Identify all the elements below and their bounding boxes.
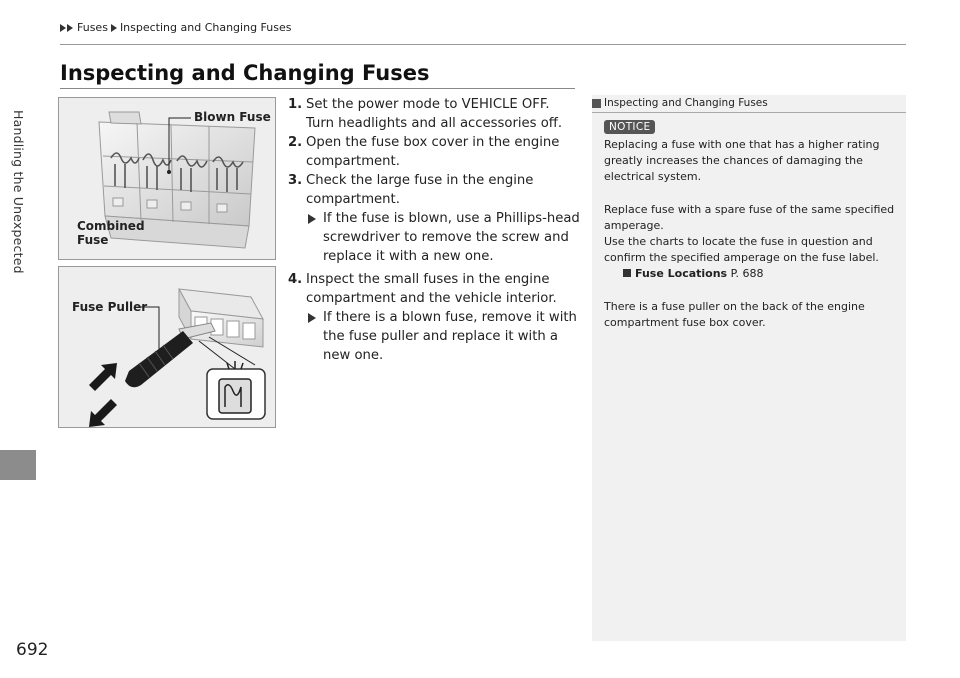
step-text: Open the fuse box cover in the engine compartment.	[306, 135, 560, 169]
side-tab	[3, 110, 37, 450]
step-number: 3.	[288, 173, 303, 188]
notes-body	[604, 137, 900, 331]
step-3	[288, 171, 580, 266]
notes-heading	[592, 97, 768, 109]
xref-title[interactable]: Fuse Locations	[635, 267, 728, 281]
procedure-steps	[288, 95, 580, 365]
step-number: 4.	[288, 272, 303, 287]
notes-heading-text: Inspecting and Changing Fuses	[604, 97, 768, 109]
label-combined-fuse-line1: Combined	[77, 219, 145, 233]
figure-fuse-puller	[58, 266, 276, 428]
breadcrumb	[60, 21, 291, 34]
step-4-substep	[306, 308, 580, 365]
figure-fuse-box	[58, 97, 276, 260]
step-text: Inspect the small fuses in the engine compartment and the vehicle interior.	[306, 272, 557, 306]
note-paragraph: Replace fuse with a spare fuse of the same specified amperage.	[604, 202, 895, 232]
step-2	[288, 133, 580, 171]
substep-arrow-icon	[308, 313, 316, 323]
step-text: Check the large fuse in the engine compartment.	[306, 173, 534, 207]
label-combined-fuse-line2: Fuse	[77, 233, 109, 247]
step-text: Set the power mode to VEHICLE OFF. Turn headlights and all accessories off.	[306, 97, 563, 131]
note-marker-icon	[592, 99, 601, 108]
step-3-substep	[306, 209, 580, 266]
notes-sidebar	[592, 95, 906, 641]
cross-reference-icon	[623, 269, 631, 277]
side-tab-label: Handling the Unexpected	[11, 110, 26, 274]
cross-reference-link[interactable]	[604, 266, 900, 282]
breadcrumb-arrow-icon	[67, 24, 73, 32]
breadcrumb-arrow-icon	[60, 24, 66, 32]
note-paragraph: There is a fuse puller on the back of the engine compartment fuse box cover.	[604, 299, 865, 329]
step-4	[288, 270, 580, 365]
substep-text: If there is a blown fuse, remove it with the fuse puller and replace it with a new one.	[323, 310, 577, 363]
label-fuse-puller: Fuse Puller	[72, 300, 148, 314]
note-paragraph: Use the charts to locate the fuse in question and confirm the specified amperage on the fuse label.	[604, 235, 879, 265]
title-divider	[60, 88, 575, 89]
header-divider	[60, 44, 906, 45]
notice-badge: NOTICE	[604, 120, 655, 134]
breadcrumb-level1[interactable]: Fuses	[77, 21, 108, 34]
breadcrumb-arrow-icon	[111, 24, 117, 32]
step-1	[288, 95, 580, 133]
xref-page[interactable]: P. 688	[730, 267, 764, 281]
page-number: 692	[16, 640, 49, 660]
side-tab-marker	[0, 450, 36, 480]
note-paragraph: Replacing a fuse with one that has a higher rating greatly increases the chances of damaging the electrical system.	[604, 138, 880, 184]
notes-divider	[592, 112, 906, 113]
page-title: Inspecting and Changing Fuses	[60, 61, 430, 85]
breadcrumb-level2[interactable]: Inspecting and Changing Fuses	[119, 21, 292, 34]
step-number: 2.	[288, 135, 303, 150]
fuse-puller-illustration	[59, 267, 275, 427]
substep-arrow-icon	[308, 214, 316, 224]
label-blown-fuse: Blown Fuse	[194, 110, 271, 124]
step-number: 1.	[288, 97, 303, 112]
substep-text: If the fuse is blown, use a Phillips-head screwdriver to remove the screw and replace it with a new one.	[323, 211, 580, 264]
